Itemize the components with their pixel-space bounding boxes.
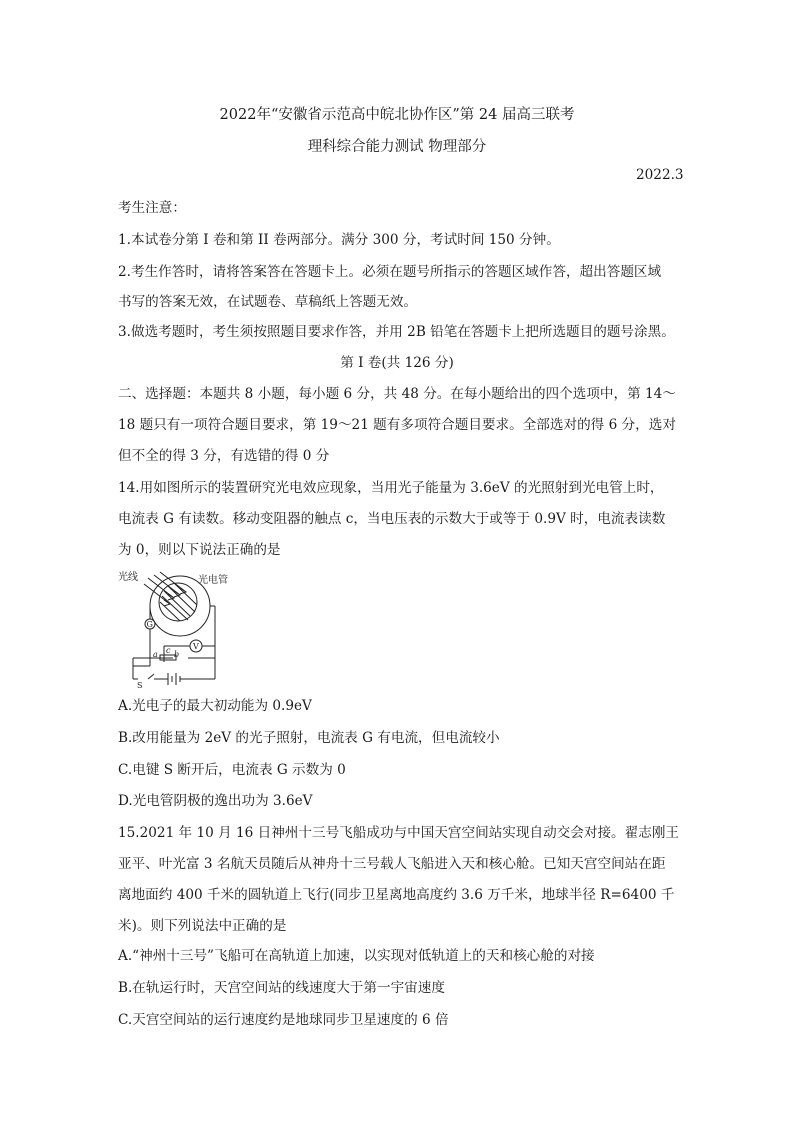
q15-option-a: A.“神州十三号”飞船可在高轨道上加速，以实现对低轨道上的天和核心舱的对接	[118, 948, 595, 964]
q15-option-b: B.在轨运行时，天宫空间站的线速度大于第一宇宙速度	[118, 980, 445, 996]
section-intro-line-2: 18 题只有一项符合题目要求，第 19～21 题有多项符合题目要求。全部选对的得 6 分，选对	[118, 417, 676, 433]
photoelectric-circuit-diagram	[118, 566, 228, 690]
galvanometer-label: G	[146, 620, 153, 629]
q15-stem-line-4: 米)。则下列说法中正确的是	[118, 918, 287, 934]
notice-item-2-line-2: 书写的答案无效，在试题卷、草稿纸上答题无效。	[118, 294, 418, 310]
switch-s-label: S	[137, 681, 143, 690]
volume-title: 第 I 卷(共 126 分)	[340, 355, 454, 371]
rheostat-a-label: a	[153, 650, 158, 659]
notice-heading: 考生注意：	[118, 200, 186, 216]
q14-option-a: A.光电子的最大初动能为 0.9eV	[118, 698, 312, 714]
q15-stem-line-3: 离地面约 400 千米的圆轨道上飞行(同步卫星离地高度约 3.6 万千米，地球半径 R=6400 千	[118, 887, 675, 903]
section-intro-line-3: 但不全的得 3 分，有选错的得 0 分	[118, 448, 330, 464]
page-subtitle: 理科综合能力测试 物理部分	[307, 139, 487, 155]
voltmeter-label: V	[193, 642, 199, 651]
notice-item-3: 3.做选考题时，考生须按照题目要求作答，并用 2B 铅笔在答题卡上把所选题目的题号涂黑。	[118, 324, 675, 340]
notice-item-1: 1.本试卷分第 I 卷和第 II 卷两部分。满分 300 分，考试时间 150 分钟。	[118, 232, 560, 248]
exam-date: 2022.3	[636, 167, 684, 183]
q14-option-d: D.光电管阴极的逸出功为 3.6eV	[118, 793, 313, 809]
q15-stem-line-2: 亚平、叶光富 3 名航天员随后从神舟十三号载人飞船进入天和核心舱。已知天宫空间站在距	[118, 856, 666, 872]
notice-item-2-line-1: 2.考生作答时，请将答案答在答题卡上。必须在题号所指示的答题区域作答，超出答题区域	[118, 264, 662, 280]
q14-option-c: C.电键 S 断开后，电流表 G 示数为 0	[118, 762, 346, 778]
light-label: 光线	[118, 572, 138, 583]
section-intro-line-1: 二、选择题：本题共 8 小题，每小题 6 分，共 48 分。在每小题给出的四个选项中，第 14～	[118, 386, 676, 402]
rheostat-b-label: b	[174, 650, 180, 659]
q14-stem-line-2: 电流表 G 有读数。移动变阻器的触点 c，当电压表的示数大于或等于 0.9V 时，电流表读数	[118, 511, 666, 527]
q14-option-b: B.改用能量为 2eV 的光子照射，电流表 G 有电流，但电流较小	[118, 730, 500, 746]
q14-stem-line-3: 为 0，则以下说法正确的是	[118, 542, 281, 558]
contact-c-label: c	[166, 646, 171, 655]
q14-stem-line-1: 14.用如图所示的装置研究光电效应现象，当用光子能量为 3.6eV 的光照射到光电管上时，	[118, 480, 664, 496]
tube-label: 光电管	[198, 575, 228, 586]
q15-stem-line-1: 15.2021 年 10 月 16 日神州十三号飞船成功与中国天宫空间站实现自动交会对接。翟志刚王	[118, 825, 680, 841]
q15-option-c: C.天宫空间站的运行速度约是地球同步卫星速度的 6 倍	[118, 1012, 449, 1028]
page-title: 2022年“安徽省示范高中皖北协作区”第 24 届高三联考	[219, 107, 575, 123]
